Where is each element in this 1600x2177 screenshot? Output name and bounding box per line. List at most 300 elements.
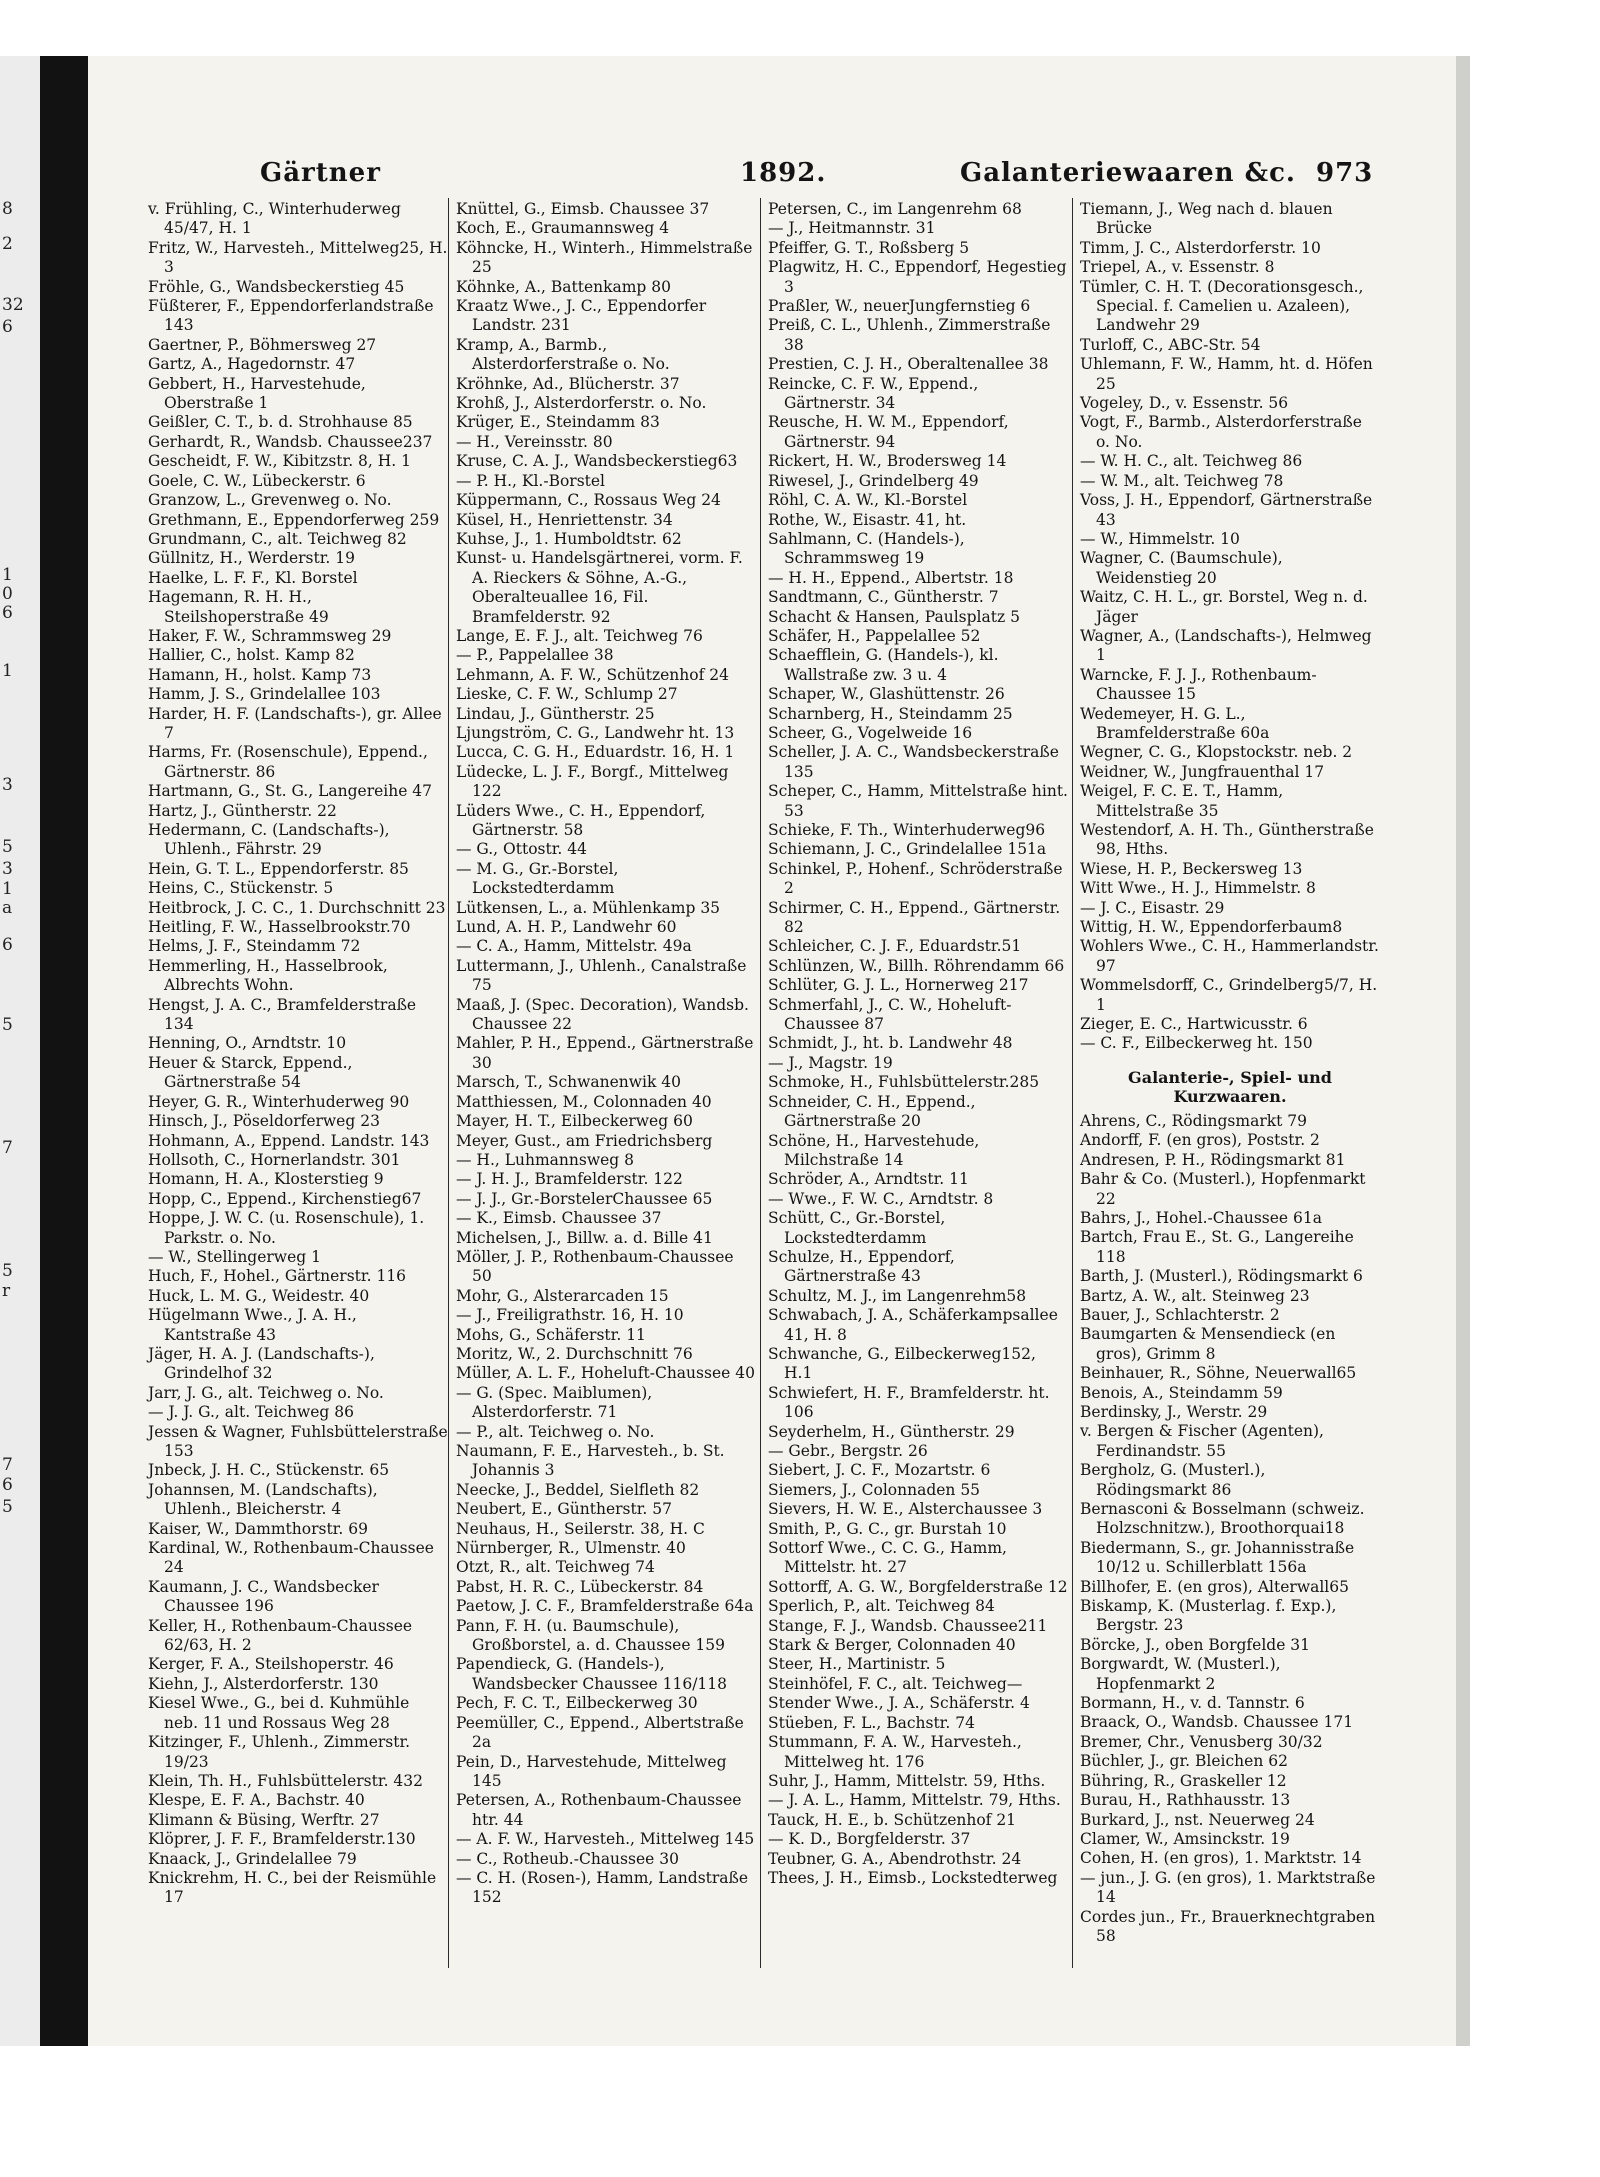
directory-entry: Hagemann, R. H. H., Steilshoperstraße 49 xyxy=(148,588,329,626)
directory-entry: Güllnitz, H., Werderstr. 19 xyxy=(148,549,355,568)
directory-entry: Scharnberg, H., Steindamm 25 xyxy=(768,704,1013,723)
directory-entry: Meyer, Gust., am Friedrichsberg xyxy=(456,1131,713,1150)
previous-page-fragment: 6 xyxy=(2,603,13,623)
directory-entry: Fritz, W., Harvesteh., Mittelweg25, H. 3 xyxy=(148,238,448,277)
directory-entry: Pein, D., Harvestehude, Mittelweg 145 xyxy=(456,1752,727,1790)
directory-entry: Pabst, H. R. C., Lübeckerstr. 84 xyxy=(456,1577,704,1596)
directory-entry: Schleicher, C. J. F., Eduardstr.51 xyxy=(768,937,1022,956)
directory-entry: Bernasconi & Bosselmann (schweiz. Holzschnitzw.), Broothorquai18 xyxy=(1080,1500,1365,1538)
directory-entry: Schmoke, H., Fuhlsbüttelerstr.285 xyxy=(768,1073,1040,1092)
directory-entry: — P., Pappelallee 38 xyxy=(456,646,614,665)
directory-entry: — G., Ottostr. 44 xyxy=(456,840,588,859)
directory-entry: Mohr, G., Alsterarcaden 15 xyxy=(456,1286,669,1305)
directory-entry: Pann, F. H. (u. Baumschule), Großborstel, a. d. Chaussee 159 xyxy=(456,1616,726,1655)
previous-page-fragment: 5 xyxy=(2,837,13,857)
directory-entry: Heitbrock, J. C. C., 1. Durchschnitt 23 xyxy=(148,898,446,917)
directory-entry: Schulze, H., Eppendorf, Gärtnerstraße 43 xyxy=(768,1247,955,1286)
directory-entry: Turloff, C., ABC-Str. 54 xyxy=(1080,335,1261,354)
directory-entry: Schaper, W., Glashüttenstr. 26 xyxy=(768,685,1005,704)
directory-entry: — W., Stellingerweg 1 xyxy=(148,1247,321,1266)
directory-entry: Klimann & Büsing, Werftr. 27 xyxy=(148,1810,380,1829)
page-header xyxy=(140,158,1374,192)
directory-entry: Knüttel, G., Eimsb. Chaussee 37 xyxy=(456,200,710,218)
directory-entry: Grundmann, C., alt. Teichweg 82 xyxy=(148,529,407,548)
directory-entry: Köhncke, H., Winterh., Himmelstraße 25 xyxy=(456,238,753,277)
directory-entry: Ahrens, C., Rödingsmarkt 79 xyxy=(1080,1111,1307,1130)
directory-entry: Weidner, W., Jungfrauenthal 17 xyxy=(1080,762,1325,781)
directory-entry: Burkard, J., nst. Neuerweg 24 xyxy=(1080,1810,1315,1829)
column-2 xyxy=(456,200,756,1908)
directory-entry: Siemers, J., Colonnaden 55 xyxy=(768,1480,981,1499)
directory-entry: Kraatz Wwe., J. C., Eppendorfer Landstr. 231 xyxy=(456,297,707,335)
page-number: 973 xyxy=(1316,158,1374,188)
directory-entry: Haelke, L. F. F., Kl. Borstel xyxy=(148,568,358,587)
directory-entry: Hartz, J., Güntherstr. 22 xyxy=(148,801,337,820)
directory-entry: Gaertner, P., Böhmersweg 27 xyxy=(148,335,377,354)
directory-entry: Schirmer, C. H., Eppend., Gärtnerstr. 82 xyxy=(768,898,1061,937)
directory-entry: — W., Himmelstr. 10 xyxy=(1080,529,1240,548)
directory-entry: Bormann, H., v. d. Tannstr. 6 xyxy=(1080,1694,1305,1713)
directory-entry: Preiß, C. L., Uhlenh., Zimmerstraße 38 xyxy=(768,316,1051,354)
previous-page-fragment: 3 xyxy=(2,775,13,795)
directory-entry: Heitling, F. W., Hasselbrookstr.70 xyxy=(148,918,411,937)
directory-entry: Schiemann, J. C., Grindelallee 151a xyxy=(768,840,1047,859)
directory-entry: Jarr, J. G., alt. Teichweg o. No. xyxy=(148,1383,384,1402)
directory-entry: Vogt, F., Barmb., Alsterdorferstraße o. No. xyxy=(1080,413,1362,451)
directory-entry: Schmidt, J., ht. b. Landwehr 48 xyxy=(768,1034,1013,1053)
directory-entry: Schmerfahl, J., C. W., Hoheluft-Chaussee 87 xyxy=(768,995,1012,1034)
directory-entry: Heuer & Starck, Eppend., Gärtnerstraße 54 xyxy=(148,1053,353,1092)
directory-entry: Schinkel, P., Hohenf., Schröderstraße 2 xyxy=(768,859,1063,898)
directory-entry: Heyer, G. R., Winterhuderweg 90 xyxy=(148,1092,410,1111)
directory-entry: — jun., J. G. (en gros), 1. Marktstraße 14 xyxy=(1080,1868,1376,1907)
directory-entry: Scheer, G., Vogelweide 16 xyxy=(768,723,973,742)
directory-entry: Sandtmann, C., Güntherstr. 7 xyxy=(768,588,999,607)
directory-entry: — M. G., Gr.-Borstel, Lockstedterdamm xyxy=(456,859,619,898)
directory-entry: — P., alt. Teichweg o. No. xyxy=(456,1422,655,1441)
directory-entry: Grethmann, E., Eppendorferweg 259 xyxy=(148,510,440,529)
directory-entry: Mayer, H. T., Eilbeckerweg 60 xyxy=(456,1112,693,1131)
directory-entry: Andorff, F. (en gros), Poststr. 2 xyxy=(1080,1131,1320,1150)
directory-entry: Ljungström, C. G., Landwehr ht. 13 xyxy=(456,723,735,742)
directory-entry: Weigel, F. C. E. T., Hamm, Mittelstraße 35 xyxy=(1080,782,1284,820)
directory-entry: Röhl, C. A. W., Kl.-Borstel xyxy=(768,491,968,510)
directory-entry: Matthiessen, M., Colonnaden 40 xyxy=(456,1092,712,1111)
directory-entry: Suhr, J., Hamm, Mittelstr. 59, Hths. xyxy=(768,1771,1046,1790)
directory-entry: Reusche, H. W. M., Eppendorf, Gärtnerstr. 94 xyxy=(768,413,1009,451)
directory-entry: Lund, A. H. P., Landwehr 60 xyxy=(456,918,677,937)
directory-entry: — P. H., Kl.-Borstel xyxy=(456,471,606,490)
directory-entry: — C. F., Eilbeckerweg ht. 150 xyxy=(1080,1034,1313,1053)
directory-entry: Kardinal, W., Rothenbaum-Chaussee 24 xyxy=(148,1539,434,1577)
directory-entry: Hügelmann Wwe., J. A. H., Kantstraße 43 xyxy=(148,1306,357,1344)
column-4 xyxy=(1080,200,1380,1946)
directory-entry: Barth, J. (Musterl.), Rödingsmarkt 6 xyxy=(1080,1267,1363,1286)
directory-entry: Jnbeck, J. H. C., Stückenstr. 65 xyxy=(148,1461,390,1480)
header-year: 1892. xyxy=(740,158,827,188)
directory-entry: Voss, J. H., Eppendorf, Gärtnerstraße 43 xyxy=(1080,491,1373,529)
directory-entry: Neuhaus, H., Seilerstr. 38, H. C xyxy=(456,1519,705,1538)
directory-entry: Wegner, C. G., Klopstockstr. neb. 2 xyxy=(1080,743,1353,762)
directory-entry: Warncke, F. J. J., Rothenbaum-Chaussee 15 xyxy=(1080,665,1317,704)
directory-entry: Billhofer, E. (en gros), Alterwall65 xyxy=(1080,1577,1349,1596)
directory-entry: Benois, A., Steindamm 59 xyxy=(1080,1383,1283,1402)
previous-page-fragment: 1 xyxy=(2,565,13,585)
directory-entry: Lüders Wwe., C. H., Eppendorf, Gärtnerstr. 58 xyxy=(456,801,706,839)
directory-entry: Otzt, R., alt. Teichweg 74 xyxy=(456,1558,655,1577)
directory-entry: Neubert, E., Güntherstr. 57 xyxy=(456,1500,673,1519)
directory-entry: — K. D., Borgfelderstr. 37 xyxy=(768,1830,971,1849)
directory-entry: Seyderhelm, H., Güntherstr. 29 xyxy=(768,1422,1015,1441)
section-heading-line1: Galanterie-, Spiel- und xyxy=(1128,1067,1332,1087)
previous-page-fragment: 5 xyxy=(2,1015,13,1035)
directory-entry: Börcke, J., oben Borgfelde 31 xyxy=(1080,1635,1311,1654)
directory-entry: Vogeley, D., v. Essenstr. 56 xyxy=(1080,394,1289,413)
directory-entry: Klöprer, J. F. F., Bramfelderstr.130 xyxy=(148,1830,416,1849)
directory-entry: Gartz, A., Hagedornstr. 47 xyxy=(148,355,356,374)
directory-entry: Stark & Berger, Colonnaden 40 xyxy=(768,1636,1016,1655)
directory-entry: — C., Rotheub.-Chaussee 30 xyxy=(456,1849,679,1868)
directory-entry: Mohs, G., Schäferstr. 11 xyxy=(456,1325,646,1344)
directory-entry: Schütt, C., Gr.-Borstel, Lockstedterdamm xyxy=(768,1209,946,1247)
directory-entry: Gebbert, H., Harvestehude, Oberstraße 1 xyxy=(148,374,366,413)
directory-entry: Waitz, C. H. L., gr. Borstel, Weg n. d. Jäger xyxy=(1080,588,1368,626)
directory-entry: Schaefflein, G. (Handels-), kl. Wallstraße zw. 3 u. 4 xyxy=(768,646,999,684)
header-left-title: Gärtner xyxy=(260,158,381,188)
directory-entry: Biedermann, S., gr. Johannisstraße 10/12 u. Schillerblatt 156a xyxy=(1080,1538,1355,1577)
directory-entry: Bartch, Frau E., St. G., Langereihe 118 xyxy=(1080,1228,1354,1266)
directory-entry: — G. (Spec. Maiblumen), Alsterdorferstr. 71 xyxy=(456,1383,653,1422)
column-divider xyxy=(448,198,449,1968)
directory-entry: Lüdecke, L. J. F., Borgf., Mittelweg 122 xyxy=(456,762,729,801)
directory-entry: — K., Eimsb. Chaussee 37 xyxy=(456,1209,662,1228)
directory-entry: Bartz, A. W., alt. Steinweg 23 xyxy=(1080,1286,1310,1305)
directory-entry: Bauer, J., Schlachterstr. 2 xyxy=(1080,1305,1280,1324)
directory-entry: Hoppe, J. W. C. (u. Rosenschule), 1. Parkstr. o. No. xyxy=(148,1209,425,1247)
section-entries xyxy=(1080,1112,1380,1946)
directory-entry: — J. H. J., Bramfelderstr. 122 xyxy=(456,1170,683,1189)
section-heading-line2: Kurzwaaren. xyxy=(1173,1086,1287,1106)
directory-entry: Sievers, H. W. E., Alsterchaussee 3 xyxy=(768,1500,1043,1519)
directory-entry: Westendorf, A. H. Th., Güntherstraße 98, Hths. xyxy=(1080,821,1374,859)
directory-entry: Tümler, C. H. T. (Decorationsgesch., Special. f. Camelien u. Azaleen), Landwehr 29 xyxy=(1080,277,1364,335)
directory-entry: Tauck, H. E., b. Schützenhof 21 xyxy=(768,1810,1017,1829)
previous-page-fragment: 3 xyxy=(2,859,13,879)
directory-entry: Klein, Th. H., Fuhlsbüttelerstr. 432 xyxy=(148,1771,424,1790)
directory-entry: Kaumann, J. C., Wandsbecker Chaussee 196 xyxy=(148,1577,379,1616)
directory-entry: — H., Luhmannsweg 8 xyxy=(456,1150,634,1169)
directory-entry: Petersen, A., Rothenbaum-Chaussee htr. 44 xyxy=(456,1791,742,1829)
directory-entry: — J. C., Eisastr. 29 xyxy=(1080,898,1225,917)
directory-entry: Kiesel Wwe., G., bei d. Kuhmühle neb. 11 und Rossaus Weg 28 xyxy=(148,1694,410,1732)
directory-entry: Knickrehm, H. C., bei der Reismühle 17 xyxy=(148,1868,437,1907)
directory-entry: Küppermann, C., Rossaus Weg 24 xyxy=(456,491,721,510)
directory-entry: Moritz, W., 2. Durchschnitt 76 xyxy=(456,1344,693,1363)
previous-page-fragment: 32 xyxy=(2,295,24,315)
directory-entry: Siebert, J. C. F., Mozartstr. 6 xyxy=(768,1461,991,1480)
directory-entry: Hengst, J. A. C., Bramfelderstraße 134 xyxy=(148,995,417,1034)
directory-entry: Lange, E. F. J., alt. Teichweg 76 xyxy=(456,626,703,645)
column-3 xyxy=(768,200,1068,1888)
directory-entry: Goele, C. W., Lübeckerstr. 6 xyxy=(148,471,366,490)
directory-entry: Knaack, J., Grindelallee 79 xyxy=(148,1849,357,1868)
directory-entry: Lehmann, A. F. W., Schützenhof 24 xyxy=(456,665,729,684)
directory-entry: Tiemann, J., Weg nach d. blauen Brücke xyxy=(1080,200,1333,238)
directory-entry: Praßler, W., neuerJungfernstieg 6 xyxy=(768,297,1031,316)
directory-entry: Kaiser, W., Dammthorstr. 69 xyxy=(148,1519,368,1538)
directory-entry: Steinhöfel, F. C., alt. Teichweg— xyxy=(768,1674,1023,1693)
directory-entry: Sperlich, P., alt. Teichweg 84 xyxy=(768,1597,995,1616)
directory-entry: Pfeiffer, G. T., Roßsberg 5 xyxy=(768,238,970,257)
directory-entry: Steer, H., Martinistr. 5 xyxy=(768,1655,946,1674)
directory-entry: Jäger, H. A. J. (Landschafts-), Grindelhof 32 xyxy=(148,1344,375,1383)
directory-entry: — C. H. (Rosen-), Hamm, Landstraße 152 xyxy=(456,1868,749,1907)
directory-entry: Sahlmann, C. (Handels-), Schrammsweg 19 xyxy=(768,529,965,568)
directory-entry: Bahrs, J., Hohel.-Chaussee 61a xyxy=(1080,1208,1322,1227)
directory-entry: Kitzinger, F., Uhlenh., Zimmerstr. 19/23 xyxy=(148,1733,411,1771)
previous-page-fragment: 5 xyxy=(2,1497,13,1517)
directory-entry: Neecke, J., Beddel, Sielfleth 82 xyxy=(456,1480,700,1499)
previous-page-fragment: 5 xyxy=(2,1261,13,1281)
previous-page-fragment: 1 xyxy=(2,879,13,899)
scan-top-margin xyxy=(0,0,1600,56)
directory-entry: Beinhauer, R., Söhne, Neuerwall65 xyxy=(1080,1364,1357,1383)
directory-entry: Granzow, L., Grevenweg o. No. xyxy=(148,491,392,510)
previous-page-fragment: 1 xyxy=(2,661,13,681)
directory-entry: Heins, C., Stückenstr. 5 xyxy=(148,879,334,898)
directory-entry: Cordes jun., Fr., Brauerknechtgraben 58 xyxy=(1080,1907,1376,1945)
directory-entry: Küsel, H., Henriettenstr. 34 xyxy=(456,510,673,529)
directory-entry: — W. M., alt. Teichweg 78 xyxy=(1080,471,1284,490)
previous-page-fragment: 0 xyxy=(2,584,13,604)
directory-entry: Hollsoth, C., Hornerlandstr. 301 xyxy=(148,1150,401,1169)
directory-entry: Maaß, J. (Spec. Decoration), Wandsb. Chaussee 22 xyxy=(456,995,749,1034)
directory-entry: Papendieck, G. (Handels-), Wandsbecker Chaussee 116/118 xyxy=(456,1655,728,1693)
directory-entry: Harder, H. F. (Landschafts-), gr. Allee 7 xyxy=(148,704,442,742)
directory-entry: Schäfer, H., Pappelallee 52 xyxy=(768,626,981,645)
directory-entry: Hamann, H., holst. Kamp 73 xyxy=(148,665,372,684)
column-divider xyxy=(760,198,761,1968)
directory-entry: — Wwe., F. W. C., Arndtstr. 8 xyxy=(768,1189,994,1208)
previous-page-fragment: 7 xyxy=(2,1138,13,1158)
directory-entry: Sottorf Wwe., C. C. G., Hamm, Mittelstr. ht. 27 xyxy=(768,1539,1007,1577)
directory-entry: Wohlers Wwe., C. H., Hammerlandstr. 97 xyxy=(1080,937,1379,975)
directory-entry: Schlüter, G. J. L., Hornerweg 217 xyxy=(768,976,1029,995)
directory-entry: Pech, F. C. T., Eilbeckerweg 30 xyxy=(456,1694,698,1713)
directory-entry: Zieger, E. C., Hartwicusstr. 6 xyxy=(1080,1015,1308,1034)
directory-entry: Prestien, C. J. H., Oberaltenallee 38 xyxy=(768,355,1049,374)
directory-entry: Hohmann, A., Eppend. Landstr. 143 xyxy=(148,1131,430,1150)
directory-entry: — J. J. G., alt. Teichweg 86 xyxy=(148,1403,354,1422)
directory-entry: — W. H. C., alt. Teichweg 86 xyxy=(1080,452,1303,471)
directory-entry: Hein, G. T. L., Eppendorferstr. 85 xyxy=(148,859,409,878)
previous-page-fragment: a xyxy=(2,898,13,918)
directory-entry: Geißler, C. T., b. d. Strohhause 85 xyxy=(148,413,413,432)
directory-entry: Reincke, C. F. W., Eppend., Gärtnerstr. 34 xyxy=(768,374,979,413)
directory-entry: Andresen, P. H., Rödingsmarkt 81 xyxy=(1080,1150,1346,1169)
directory-entry: Michelsen, J., Billw. a. d. Bille 41 xyxy=(456,1228,713,1247)
directory-entry: Hartmann, G., St. G., Langereihe 47 xyxy=(148,782,433,801)
directory-entry: Lieske, C. F. W., Schlump 27 xyxy=(456,685,678,704)
directory-entry: — J., Magstr. 19 xyxy=(768,1053,893,1072)
directory-entry: — C. A., Hamm, Mittelstr. 49a xyxy=(456,937,692,956)
directory-entry: Braack, O., Wandsb. Chaussee 171 xyxy=(1080,1713,1354,1732)
directory-entry: Lindau, J., Güntherstr. 25 xyxy=(456,704,655,723)
directory-entry: Wittig, H. W., Eppendorferbaum8 xyxy=(1080,918,1343,937)
directory-entry: Teubner, G. A., Abendrothstr. 24 xyxy=(768,1849,1022,1868)
directory-entry: Biskamp, K. (Musterlag. f. Exp.), Bergstr. 23 xyxy=(1080,1597,1337,1635)
directory-entry: Triepel, A., v. Essenstr. 8 xyxy=(1080,258,1275,277)
directory-entry: Jessen & Wagner, Fuhlsbüttelerstraße 153 xyxy=(148,1422,448,1460)
directory-entry: Klespe, E. F. A., Bachstr. 40 xyxy=(148,1791,365,1810)
directory-entry: — H., Vereinsstr. 80 xyxy=(456,432,613,451)
directory-entry: Thees, J. H., Eimsb., Lockstedterweg xyxy=(768,1868,1058,1887)
directory-entry: Borgwardt, W. (Musterl.), Hopfenmarkt 2 xyxy=(1080,1655,1281,1693)
directory-entry: Lütkensen, L., a. Mühlenkamp 35 xyxy=(456,898,721,917)
directory-entry: Wagner, C. (Baumschule), Weidenstieg 20 xyxy=(1080,549,1283,587)
directory-entry: Rothe, W., Eisastr. 41, ht. xyxy=(768,510,967,529)
directory-entry: Cohen, H. (en gros), 1. Marktstr. 14 xyxy=(1080,1849,1362,1868)
directory-entry: — J. J., Gr.-BorstelerChaussee 65 xyxy=(456,1189,713,1208)
previous-page-fragment: 7 xyxy=(2,1455,13,1475)
directory-entry: Krüger, E., Steindamm 83 xyxy=(456,413,660,432)
directory-entry: Stüeben, F. L., Bachstr. 74 xyxy=(768,1713,975,1732)
directory-entry: Clamer, W., Amsinckstr. 19 xyxy=(1080,1829,1290,1848)
directory-entry: Fröhle, G., Wandsbeckerstieg 45 xyxy=(148,277,405,296)
section-heading xyxy=(1080,1068,1380,1106)
directory-entry: — J., Heitmannstr. 31 xyxy=(768,219,936,238)
directory-entry: Wommelsdorff, C., Grindelberg5/7, H. 1 xyxy=(1080,976,1378,1014)
directory-entry: Mahler, P. H., Eppend., Gärtnerstraße 30 xyxy=(456,1034,754,1072)
directory-entry: Stender Wwe., J. A., Schäferstr. 4 xyxy=(768,1694,1030,1713)
previous-page-fragment: 6 xyxy=(2,935,13,955)
directory-entry: Schneider, C. H., Eppend., Gärtnerstraße 20 xyxy=(768,1092,976,1131)
directory-entry: Bremer, Chr., Venusberg 30/32 xyxy=(1080,1732,1323,1751)
directory-entry: — Gebr., Bergstr. 26 xyxy=(768,1442,928,1460)
directory-entry: Kröhnke, Ad., Blücherstr. 37 xyxy=(456,374,680,393)
directory-entry: Johannsen, M. (Landschafts), Uhlenh., Bleicherstr. 4 xyxy=(148,1480,378,1519)
directory-entry: Gerhardt, R., Wandsb. Chaussee237 xyxy=(148,432,433,451)
previous-page-fragment: 2 xyxy=(2,234,13,254)
directory-entry: v. Frühling, C., Winterhuderweg 45/47, H. 1 xyxy=(148,200,401,238)
directory-entry: Kunst- u. Handelsgärtnerei, vorm. F. A. Rieckers & Söhne, A.-G., Oberalteuallee 16, Fil. Bramfelderstr. 92 xyxy=(456,549,743,626)
directory-entry: — A. F. W., Harvesteh., Mittelweg 145 xyxy=(456,1830,755,1849)
directory-entry: Scheper, C., Hamm, Mittelstraße hint. 53 xyxy=(768,782,1068,820)
directory-entry: Schieke, F. Th., Winterhuderweg96 xyxy=(768,821,1046,839)
page-edge xyxy=(1456,56,1470,2046)
column-divider xyxy=(1072,198,1073,1968)
directory-entry: Timm, J. C., Alsterdorferstr. 10 xyxy=(1080,238,1321,257)
directory-entry: Kiehn, J., Alsterdorferstr. 130 xyxy=(148,1674,379,1693)
directory-entry: Sottorff, A. G. W., Borgfelderstraße 12 xyxy=(768,1577,1068,1596)
directory-entry: Huck, L. M. G., Weidestr. 40 xyxy=(148,1286,370,1305)
directory-entry: Petersen, C., im Langenrehm 68 xyxy=(768,200,1022,218)
directory-entry: Kerger, F. A., Steilshoperstr. 46 xyxy=(148,1655,394,1674)
directory-entry: Kuhse, J., 1. Humboldtstr. 62 xyxy=(456,529,682,548)
directory-entry: Harms, Fr. (Rosenschule), Eppend., Gärtnerstr. 86 xyxy=(148,743,428,781)
directory-entry: — J., Freiligrathstr. 16, H. 10 xyxy=(456,1306,684,1325)
column-1 xyxy=(148,200,448,1908)
previous-page-edge xyxy=(0,56,40,2046)
directory-entry: Marsch, T., Schwanenwik 40 xyxy=(456,1073,682,1092)
directory-entry: Schultz, M. J., im Langenrehm58 xyxy=(768,1286,1027,1305)
directory-entry: Smith, P., G. C., gr. Burstah 10 xyxy=(768,1519,1007,1538)
directory-entry: Berdinsky, J., Werstr. 29 xyxy=(1080,1402,1268,1421)
directory-entry: Bahr & Co. (Musterl.), Hopfenmarkt 22 xyxy=(1080,1170,1366,1208)
directory-entry: Hopp, C., Eppend., Kirchenstieg67 xyxy=(148,1189,422,1208)
directory-entry: Bühring, R., Graskeller 12 xyxy=(1080,1771,1287,1790)
previous-page-fragment: 8 xyxy=(2,199,13,219)
directory-entry: Stange, F. J., Wandsb. Chaussee211 xyxy=(768,1616,1048,1635)
directory-entry: Lucca, C. G. H., Eduardstr. 16, H. 1 xyxy=(456,743,735,762)
directory-entry: Helms, J. F., Steindamm 72 xyxy=(148,937,361,956)
directory-entry: Rickert, H. W., Brodersweg 14 xyxy=(768,452,1007,471)
directory-entry: Gescheidt, F. W., Kibitzstr. 8, H. 1 xyxy=(148,452,412,471)
previous-page-fragment: 6 xyxy=(2,1475,13,1495)
directory-entry: Riwesel, J., Grindelberg 49 xyxy=(768,471,979,490)
directory-entry: Schwanche, G., Eilbeckerweg152, H.1 xyxy=(768,1344,1036,1383)
directory-entry: Hamm, J. S., Grindelallee 103 xyxy=(148,685,381,704)
directory-entry: Burau, H., Rathhausstr. 13 xyxy=(1080,1791,1291,1810)
directory-entry: Scheller, J. A. C., Wandsbeckerstraße 135 xyxy=(768,743,1059,781)
directory-entry: Müller, A. L. F., Hoheluft-Chaussee 40 xyxy=(456,1364,755,1383)
directory-entry: Plagwitz, H. C., Eppendorf, Hegestieg 3 xyxy=(768,258,1067,296)
directory-entry: Baumgarten & Mensendieck (en gros), Grimm 8 xyxy=(1080,1325,1336,1363)
directory-entry: Huch, F., Hohel., Gärtnerstr. 116 xyxy=(148,1267,407,1286)
directory-entry: Büchler, J., gr. Bleichen 62 xyxy=(1080,1752,1288,1771)
directory-entry: Wagner, A., (Landschafts-), Helmweg 1 xyxy=(1080,626,1372,665)
directory-entry: Koch, E., Graumannsweg 4 xyxy=(456,219,670,238)
directory-entry: — J. A. L., Hamm, Mittelstr. 79, Hths. xyxy=(768,1791,1061,1810)
directory-entry: Henning, O., Arndtstr. 10 xyxy=(148,1034,347,1053)
book-gutter-shadow xyxy=(40,56,88,2046)
directory-entry: Witt Wwe., H. J., Himmelstr. 8 xyxy=(1080,879,1316,898)
directory-entry: Hemmerling, H., Hasselbrook, Albrechts Wohn. xyxy=(148,956,388,995)
directory-entry: Wiese, H. P., Beckersweg 13 xyxy=(1080,859,1303,878)
directory-entry: Köhnke, A., Battenkamp 80 xyxy=(456,277,672,296)
directory-entry: Hallier, C., holst. Kamp 82 xyxy=(148,646,355,665)
directory-entry: Peemüller, C., Eppend., Albertstraße 2a xyxy=(456,1713,744,1752)
directory-entry: Homann, H. A., Klosterstieg 9 xyxy=(148,1170,384,1189)
header-right-title: Galanteriewaaren &c. xyxy=(960,158,1296,188)
directory-entry: — H. H., Eppend., Albertstr. 18 xyxy=(768,568,1014,587)
directory-entry: Hedermann, C. (Landschafts-), Uhlenh., Fährstr. 29 xyxy=(148,821,390,859)
directory-entry: Schwabach, J. A., Schäferkampsallee 41, H. 8 xyxy=(768,1306,1058,1344)
directory-entry: Kruse, C. A. J., Wandsbeckerstieg63 xyxy=(456,452,738,471)
directory-entry: Krohß, J., Alsterdorferstr. o. No. xyxy=(456,394,707,413)
directory-entry: Paetow, J. C. F., Bramfelderstraße 64a xyxy=(456,1597,754,1616)
directory-entry: Schacht & Hansen, Paulsplatz 5 xyxy=(768,607,1020,626)
directory-entry: Schlünzen, W., Billh. Röhrendamm 66 xyxy=(768,956,1065,975)
directory-entry: Naumann, F. E., Harvesteh., b. St. Johannis 3 xyxy=(456,1442,725,1480)
directory-entry: Haker, F. W., Schrammsweg 29 xyxy=(148,626,392,645)
directory-entry: Schöne, H., Harvestehude, Milchstraße 14 xyxy=(768,1131,980,1169)
directory-entry: Schröder, A., Arndtstr. 11 xyxy=(768,1170,969,1189)
directory-entry: Wedemeyer, H. G. L., Bramfelderstraße 60a xyxy=(1080,704,1270,742)
directory-entry: Bergholz, G. (Musterl.), Rödingsmarkt 86 xyxy=(1080,1461,1266,1499)
directory-entry: Kramp, A., Barmb., Alsterdorferstraße o. No. xyxy=(456,335,670,374)
directory-entry: Schwiefert, H. F., Bramfelderstr. ht. 106 xyxy=(768,1383,1050,1422)
previous-page-fragment: 6 xyxy=(2,317,13,337)
column-4-entries xyxy=(1080,200,1380,1054)
directory-entry: Luttermann, J., Uhlenh., Canalstraße 75 xyxy=(456,956,747,995)
directory-entry: Nürnberger, R., Ulmenstr. 40 xyxy=(456,1539,686,1558)
directory-entry: Möller, J. P., Rothenbaum-Chaussee 50 xyxy=(456,1247,734,1286)
directory-entry: Füßterer, F., Eppendorferlandstraße 143 xyxy=(148,297,434,335)
previous-page-fragment: r xyxy=(2,1281,11,1301)
directory-entry: Hinsch, J., Pöseldorferweg 23 xyxy=(148,1112,380,1131)
directory-entry: Stummann, F. A. W., Harvesteh., Mittelweg ht. 176 xyxy=(768,1733,1022,1771)
